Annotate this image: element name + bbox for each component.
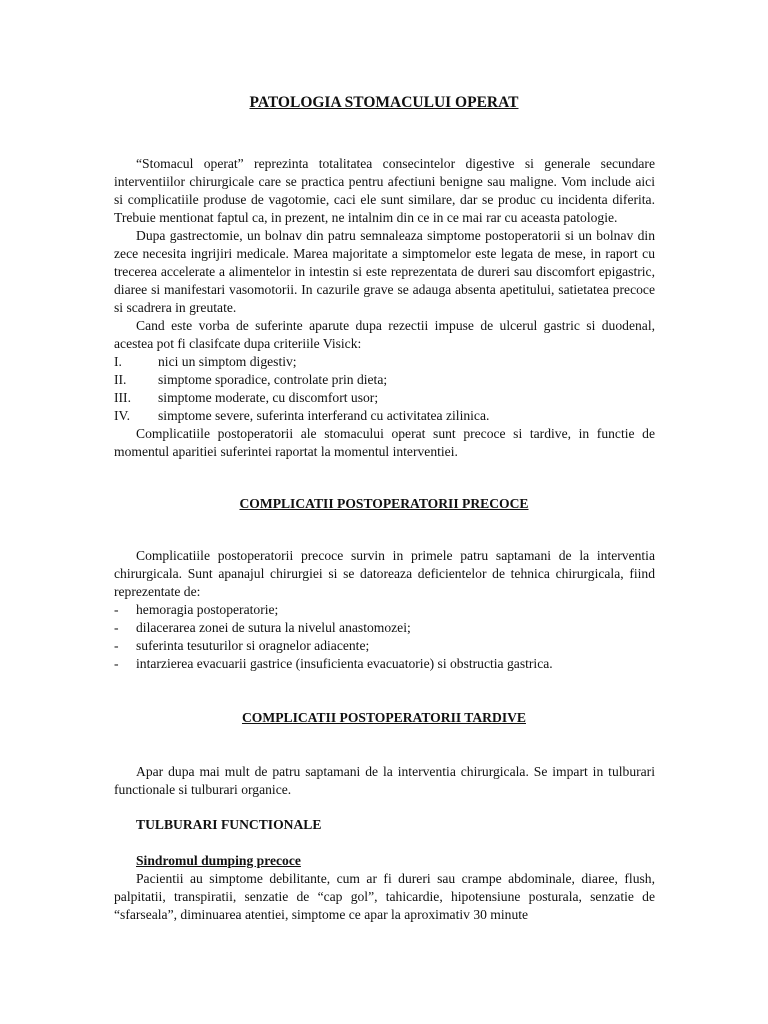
list-marker: II. [114, 372, 127, 387]
list-dash: - [114, 602, 119, 617]
list-item-text: hemoragia postoperatorie; [136, 602, 279, 617]
list-marker: I. [114, 354, 122, 369]
subheading-tulburari-functionale: TULBURARI FUNCTIONALE [136, 817, 322, 832]
section-heading-precoce: COMPLICATII POSTOPERATORII PRECOCE [239, 496, 529, 511]
list-item [114, 371, 655, 389]
list-item [114, 655, 655, 673]
list-item-text: nici un simptom digestiv; [158, 354, 297, 369]
intro-paragraph-2: Dupa gastrectomie, un bolnav din patru semnaleaza simptome postoperatorii si un bolnav din zece necesita ingrijiri medicale. Marea majoritate a simptomelor este legata de mese, in raport cu trecerea accelerate a alimentelor in intestin si este reprezentata de dureri sau discomfort epigastric, diaree si manifestari vasomotorii. In cazurile grave se adauga absenta apetitului, satietatea precoce si scadrera in greutate. [114, 228, 655, 315]
list-dash: - [114, 656, 119, 671]
list-marker: III. [114, 390, 131, 405]
document-title: PATOLOGIA STOMACULUI OPERAT [249, 94, 519, 111]
visick-list [114, 353, 655, 425]
list-dash: - [114, 638, 119, 653]
list-item [114, 601, 655, 619]
dumping-section [114, 870, 655, 924]
subheading-dumping-precoce: Sindromul dumping precoce [136, 853, 301, 868]
dumping-paragraph: Pacientii au simptome debilitante, cum ar fi dureri sau crampe abdominale, diaree, flush, palpitatii, transpiratii, senzatie de “cap gol”, tahicardie, hipotensiune posturala, senzatie de “sfarseala”, diminuarea atentiei, simptome ce apar la aproximativ 30 minute [114, 871, 655, 922]
precoce-list [114, 601, 655, 673]
list-item-text: simptome severe, suferinta interferand cu activitatea zilinica. [158, 408, 490, 423]
intro-paragraph-3: Cand este vorba de suferinte aparute dupa rezectii impuse de ulcerul gastric si duodenal, acestea pot fi clasifcate dupa criteriile Visick: [114, 318, 655, 351]
list-item [114, 353, 655, 371]
list-item-text: suferinta tesuturilor si oragnelor adiacente; [136, 638, 370, 653]
list-item-text: simptome sporadice, controlate prin dieta; [158, 372, 388, 387]
list-item [114, 637, 655, 655]
list-item-text: dilacerarea zonei de sutura la nivelul anastomozei; [136, 620, 411, 635]
intro-section [114, 155, 655, 461]
list-item-text: simptome moderate, cu discomfort usor; [158, 390, 379, 405]
list-item [114, 619, 655, 637]
section-heading-tardive: COMPLICATII POSTOPERATORII TARDIVE [241, 710, 526, 725]
tardive-paragraph: Apar dupa mai mult de patru saptamani de la interventia chirurgicala. Se impart in tulburari functionale si tulburari organice. [114, 764, 655, 797]
intro-paragraph-4: Complicatiile postoperatorii ale stomacului operat sunt precoce si tardive, in functie de momentul aparitiei suferintei raportat la momentul interventiei. [114, 426, 655, 459]
tardive-section [114, 763, 655, 799]
list-item [114, 407, 655, 425]
precoce-paragraph: Complicatiile postoperatorii precoce survin in primele patru saptamani de la interventia chirurgicala. Sunt apanajul chirurgiei si se datoreaza deficientelor de tehnica chirurgicala, fiind reprezentate de: [114, 548, 655, 599]
list-marker: IV. [114, 408, 130, 423]
precoce-section [114, 547, 655, 673]
list-item-text: intarzierea evacuarii gastrice (insuficienta evacuatorie) si obstructia gastrica. [136, 656, 553, 671]
intro-paragraph-1: “Stomacul operat” reprezinta totalitatea consecintelor digestive si generale secundare interventiilor chirurgicale care se practica pentru afectiuni benigne sau maligne. Vom include aici si complicatiile produse de vagotomie, caci ele sunt similare, dar se produc cu incidenta diferita. Trebuie mentionat faptul ca, in prezent, ne intalnim din ce in ce mai rar cu aceasta patologie. [114, 156, 655, 225]
list-item [114, 389, 655, 407]
list-dash: - [114, 620, 119, 635]
